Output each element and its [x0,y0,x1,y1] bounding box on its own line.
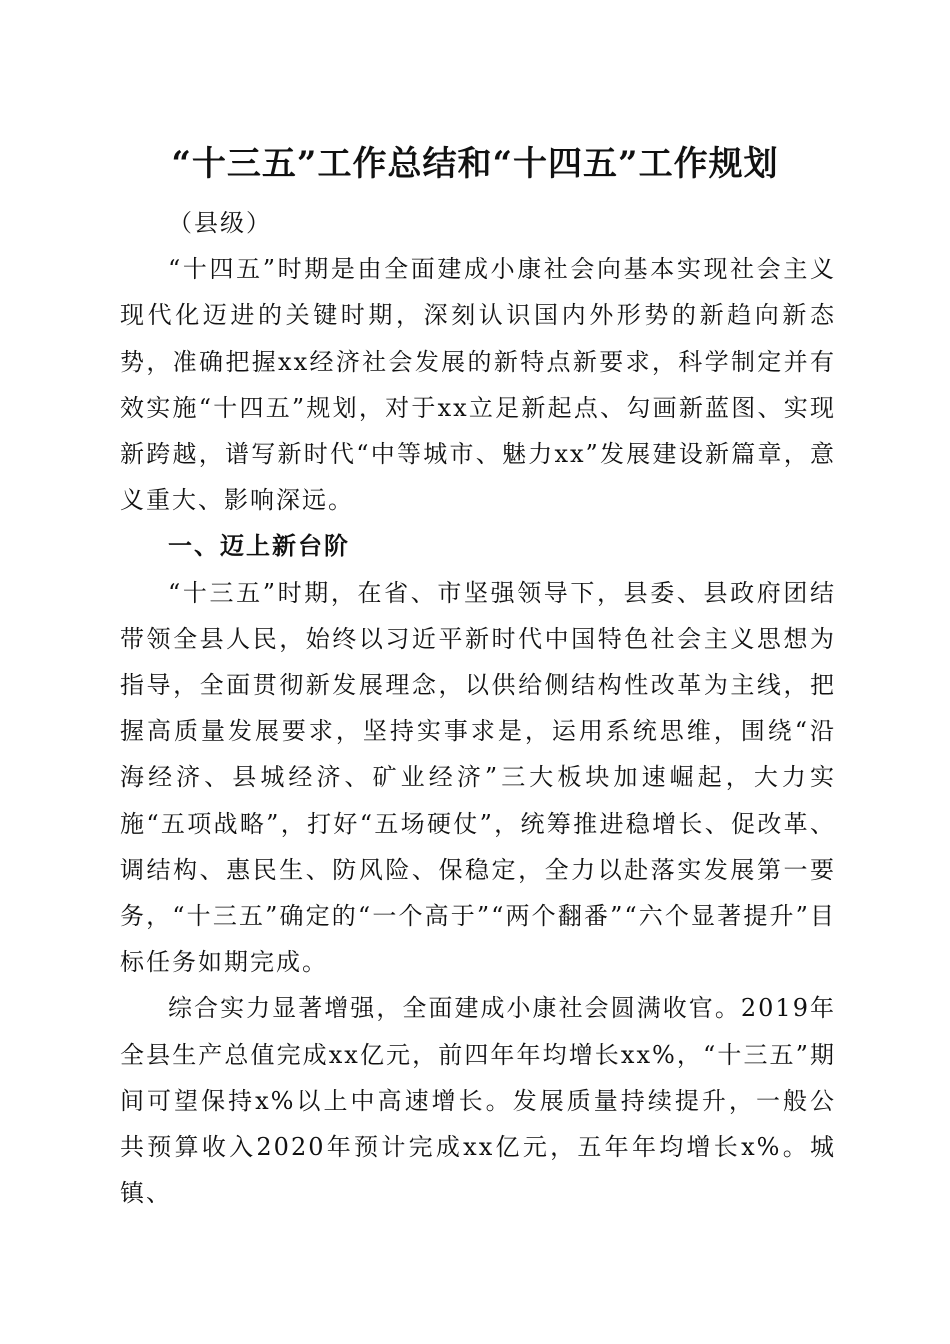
intro-paragraph: “十四五”时期是由全面建成小康社会向基本实现社会主义现代化迈进的关键时期，深刻认识国内外形势的新趋向新态势，准确把握xx经济社会发展的新特点新要求，科学制定并有效实施“十四五”规划，对于xx立足新起点、勾画新蓝图、实现新跨越，谱写新时代“中等城市、魅力xx”发展建设新篇章，意义重大、影响深远。 [120,255,836,515]
document-title: “十三五”工作总结和“十四五”工作规划 [171,144,779,184]
section-paragraph: “十三五”时期，在省、市坚强领导下，县委、县政府团结带领全县人民，始终以习近平新时代中国特色社会主义思想为指导，全面贯彻新发展理念，以供给侧结构性改革为主线，把握高质量发展要求，坚持实事求是，运用系统思维，围绕“沿海经济、县城经济、矿业经济”三大板块加速崛起，大力实施“五项战略”，打好“五场硬仗”，统筹推进稳增长、促改革、调结构、惠民生、防风险、保稳定，全力以赴落实发展第一要务，“十三五”确定的“一个高于”“两个翻番”“六个显著提升”目标任务如期完成。 [120,578,836,977]
document-body [120,200,836,1216]
document-subtitle: （县级） [168,209,272,237]
section-paragraph: 综合实力显著增强，全面建成小康社会圆满收官。2019年全县生产总值完成xx亿元，前四年年均增长xx%，“十三五”期间可望保持x%以上中高速增长。发展质量持续提升，一般公共预算收入2020年预计完成xx亿元，五年年均增长x%。城镇、 [120,994,836,1208]
section-heading: 一、迈上新台阶 [168,532,350,561]
